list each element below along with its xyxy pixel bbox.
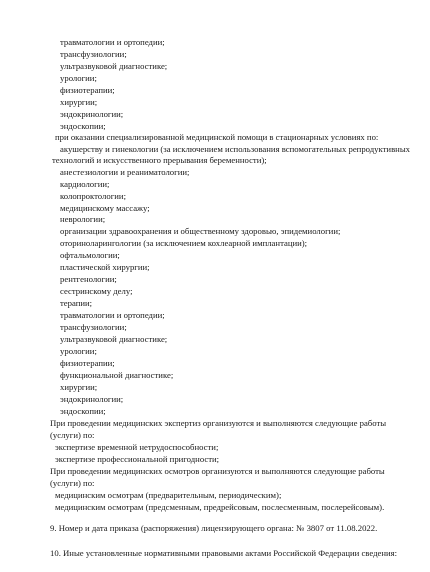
list-item: хирургии; bbox=[60, 97, 98, 107]
list-item-continuation: технологий и искусственного прерывания беременности); bbox=[52, 155, 267, 165]
list-item: медицинским осмотрам (предсменным, предрейсовым, послесменным, послерейсовым). bbox=[55, 502, 385, 512]
list-item: акушерству и гинекологии (за исключением использования вспомогательных репродуктивных bbox=[60, 144, 411, 154]
list-item: ультразвуковой диагностике; bbox=[60, 334, 168, 344]
list-item: физиотерапии; bbox=[60, 358, 115, 368]
list-item: урологии; bbox=[60, 73, 97, 83]
list-item: кардиологии; bbox=[60, 179, 110, 189]
list-item: ультразвуковой диагностике; bbox=[60, 61, 168, 71]
list-item: офтальмологии; bbox=[60, 250, 120, 260]
list-item: травматологии и ортопедии; bbox=[60, 37, 165, 47]
list-item: урологии; bbox=[60, 346, 97, 356]
list-item: терапии; bbox=[60, 298, 93, 308]
list-item: медицинским осмотрам (предварительным, периодическим); bbox=[55, 490, 282, 500]
section-heading-inpatient: при оказании специализированной медицинской помощи в стационарных условиях по: bbox=[55, 132, 379, 142]
list-item: травматологии и ортопедии; bbox=[60, 310, 165, 320]
list-item: экспертизе профессиональной пригодности; bbox=[55, 454, 220, 464]
list-item: трансфузиологии; bbox=[60, 322, 127, 332]
list-item: физиотерапии; bbox=[60, 85, 115, 95]
list-item: функциональной диагностике; bbox=[60, 370, 174, 380]
item-10-other-info: 10. Иные установленные нормативными правовыми актами Российской Федерации сведения: bbox=[50, 548, 398, 558]
list-item: колопроктологии; bbox=[60, 191, 126, 201]
list-item: медицинскому массажу; bbox=[60, 203, 150, 213]
list-item: организации здравоохранения и общественному здоровью, эпидемиологии; bbox=[60, 226, 341, 236]
section-heading-expertise: При проведении медицинских экспертиз организуются и выполняются следующие работы bbox=[50, 418, 387, 428]
list-item: оториноларингологии (за исключением кохлеарной имплантации); bbox=[60, 238, 308, 248]
list-item: рентгенологии; bbox=[60, 274, 117, 284]
list-item: экспертизе временной нетрудоспособности; bbox=[55, 442, 219, 452]
list-item: хирургии; bbox=[60, 382, 98, 392]
section-heading-continuation: (услуги) по: bbox=[50, 430, 95, 440]
list-item: эндокринологии; bbox=[60, 109, 124, 119]
list-item: эндоскопии; bbox=[60, 121, 106, 131]
list-item: трансфузиологии; bbox=[60, 49, 127, 59]
list-item: эндоскопии; bbox=[60, 406, 106, 416]
list-item: неврологии; bbox=[60, 214, 106, 224]
list-item: пластической хирургии; bbox=[60, 262, 150, 272]
section-heading-examinations: При проведении медицинских осмотров организуются и выполняются следующие работы bbox=[50, 466, 385, 476]
list-item: анестезиологии и реаниматологии; bbox=[60, 167, 190, 177]
item-9-order-number: 9. Номер и дата приказа (распоряжения) лицензирующего органа: № 3807 от 11.08.2022. bbox=[50, 523, 378, 533]
list-item: сестринскому делу; bbox=[60, 286, 133, 296]
section-heading-continuation: (услуги) по: bbox=[50, 478, 95, 488]
list-item: эндокринологии; bbox=[60, 394, 124, 404]
